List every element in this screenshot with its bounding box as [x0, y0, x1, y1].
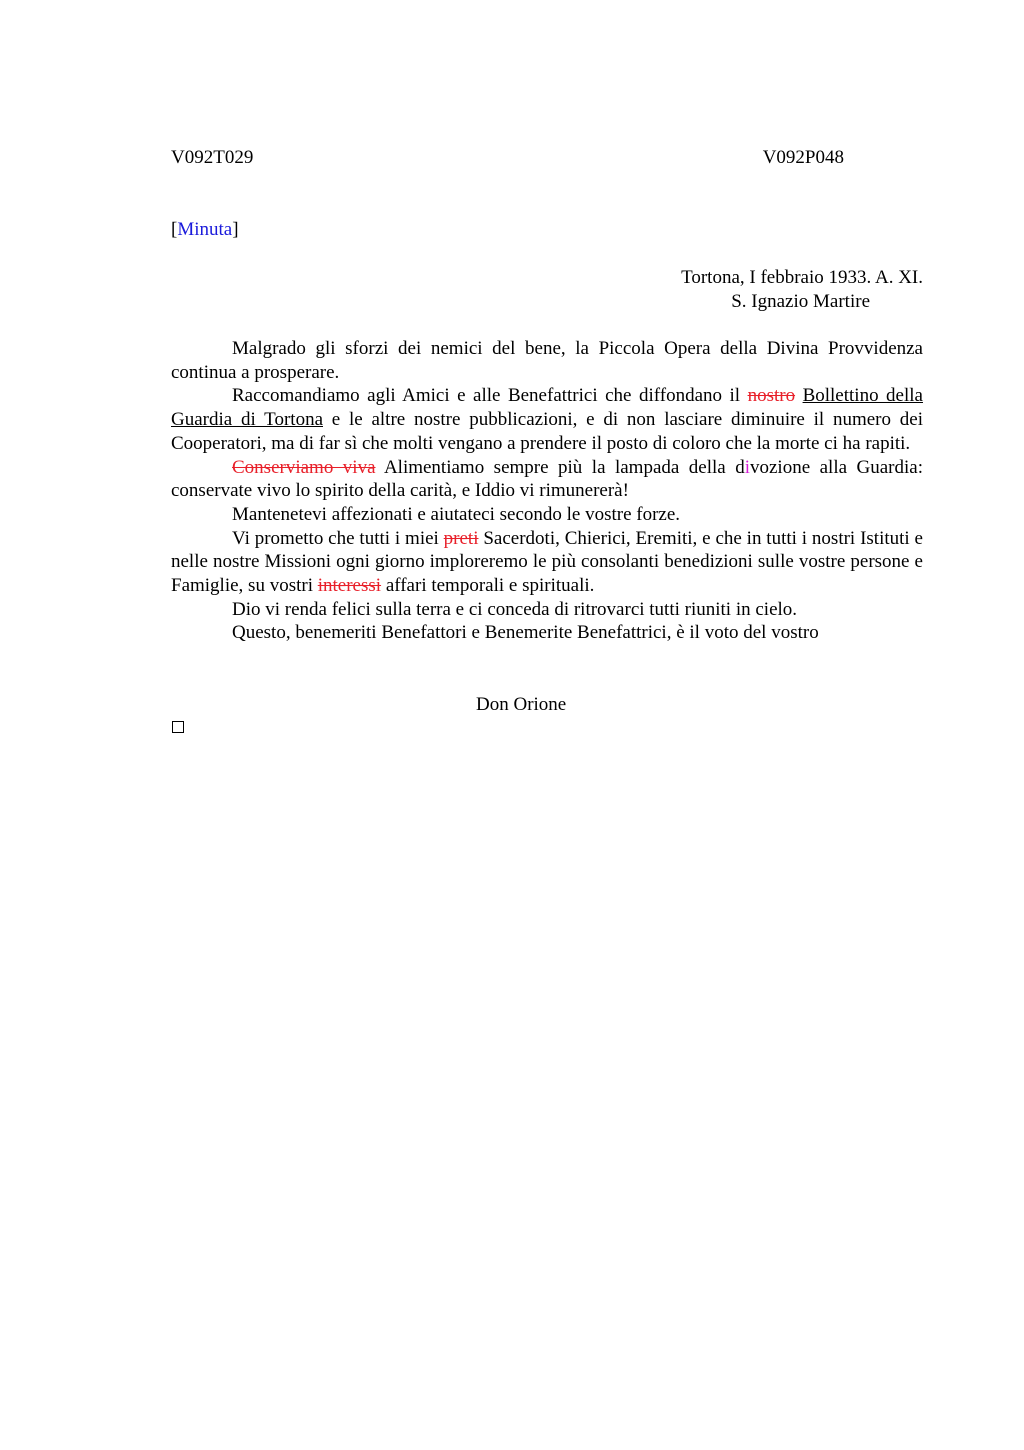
paragraph-7: Questo, benemeriti Benefattori e Benemerite Benefattrici, è il voto del vostro [232, 622, 819, 644]
inserted-letter-i: i [744, 456, 750, 478]
paragraph-5-text-b: Sacerdoti, Chierici, Eremiti, e che in tutti i nostri Istituti e nelle nostre Missioni ogni giorno imploreremo le più consolanti benedizioni sulle vostre persone e Famiglie, su vostri [171, 527, 923, 597]
letter-body [171, 337, 923, 645]
paragraph-2-text-a: Raccomandiamo agli Amici e alle Benefattrici che diffondano il [232, 385, 748, 407]
header-left-code: V092T029 [171, 147, 254, 168]
deleted-phrase-conserviamo-viva: Conserviamo viva [232, 456, 376, 478]
underlined-title-bollettino: Bollettino della Guardia di Tortona [171, 385, 923, 431]
paragraph-2-text-c: e le altre nostre pubblicazioni, e di non lasciare diminuire il numero dei Cooperatori, ma di far sì che molti vengano a prendere il posto di coloro che la morte ci ha rapiti. [171, 409, 923, 454]
paragraph-3-text-b: vozione alla Guardia: conservate vivo lo spirito della carità, e Iddio vi rimunererà! [171, 456, 923, 502]
document-page [171, 0, 923, 1450]
paragraph-5-text-c: affari temporali e spirituali. [381, 575, 595, 597]
minuta-open-bracket: [ [171, 219, 178, 240]
place-date: Tortona, I febbraio 1933. A. XI. [681, 267, 923, 288]
checkbox-square-icon [172, 721, 184, 733]
paragraph-5-text-a: Vi prometto che tutti i miei [232, 527, 444, 549]
paragraph-2-space [795, 385, 803, 406]
minuta-text: Minuta [177, 219, 233, 240]
paragraph-5 [171, 527, 923, 598]
paragraph-2 [171, 384, 923, 455]
deleted-word-interessi: interessi [317, 575, 382, 597]
deleted-word-nostro: nostro [747, 385, 796, 407]
saint-day: S. Ignazio Martire [731, 291, 870, 312]
header-right-code: V092P048 [762, 147, 844, 168]
deleted-word-preti: preti [443, 527, 479, 549]
paragraph-3-text-a: Alimentiamo sempre più la lampada della d [375, 456, 745, 478]
signature: Don Orione [476, 694, 567, 715]
paragraph-3 [171, 456, 923, 503]
minuta-label [171, 218, 239, 242]
paragraph-1: Malgrado gli sforzi dei nemici del bene, la Piccola Opera della Divina Provvidenza continua a prosperare. [171, 338, 923, 383]
paragraph-4: Mantenetevi affezionati e aiutateci secondo le vostre forze. [232, 503, 681, 525]
minuta-close-bracket: ] [232, 219, 239, 240]
paragraph-6: Dio vi renda felici sulla terra e ci conceda di ritrovarci tutti riuniti in cielo. [232, 598, 798, 620]
